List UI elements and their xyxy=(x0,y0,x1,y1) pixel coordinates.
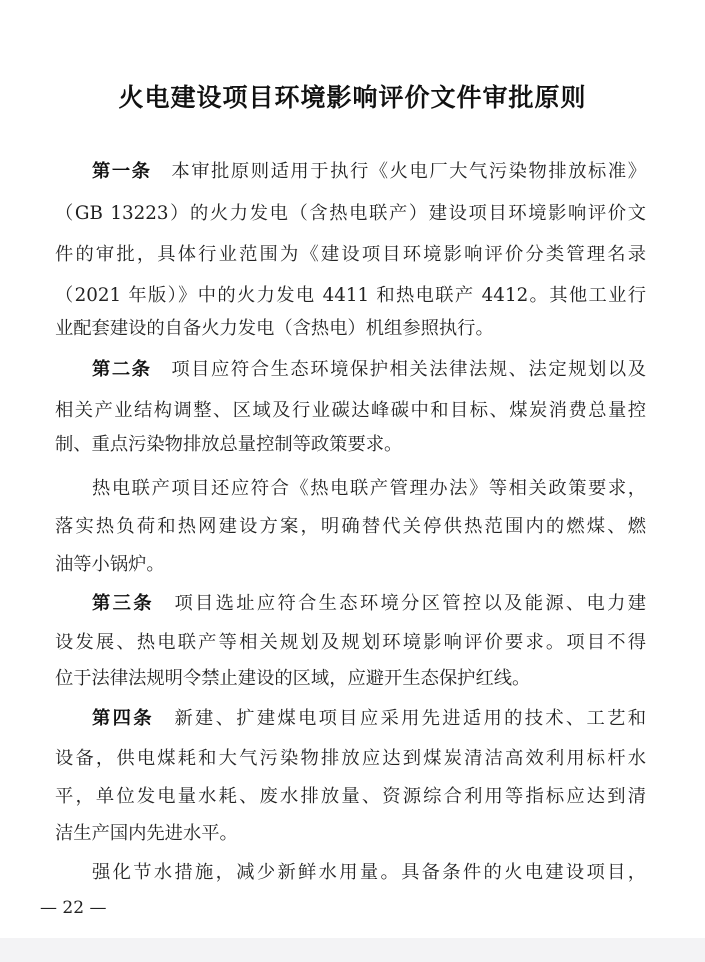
article-2-line-1 xyxy=(55,361,646,379)
article-1-line-3: 件的审批，具体行业范围为《建设项目环境影响评价分类管理名录 xyxy=(55,244,646,265)
article-2-heading: 第二条 xyxy=(92,359,152,380)
article-2-line-2: 相关产业结构调整、区域及行业碳达峰碳中和目标、煤炭消费总量控 xyxy=(55,400,646,421)
article-2-line-3: 制、重点污染物排放总量控制等政策要求。 xyxy=(55,434,403,455)
heat-power-line-1: 热电联产项目还应符合《热电联产管理办法》等相关政策要求， xyxy=(92,478,646,499)
article-1-heading: 第一条 xyxy=(92,161,152,182)
article-3-line-3: 位于法律法规明令禁止建设的区域，应避开生态保护红线。 xyxy=(55,668,531,689)
article-3-line-2: 设发展、热电联产等相关规划及规划环境影响评价要求。项目不得 xyxy=(55,632,646,653)
document-title: 火电建设项目环境影响评价文件审批原则 xyxy=(118,83,587,112)
article-4-line-1 xyxy=(55,710,646,728)
page-number: — 22 — xyxy=(40,898,107,918)
article-1-line-1 xyxy=(55,163,646,181)
article-1-text: 本审批原则适用于执行《火电厂大气污染物排放标准》 xyxy=(171,161,647,182)
article-4-line-3: 平，单位发电量水耗、废水排放量、资源综合利用等指标应达到清 xyxy=(55,786,646,807)
water-saving-line-1: 强化节水措施，减少新鲜水用量。具备条件的火电建设项目， xyxy=(92,862,646,883)
article-4-text: 新建、扩建煤电项目应采用先进适用的技术、工艺和 xyxy=(174,708,647,729)
article-3-heading: 第三条 xyxy=(92,593,154,614)
article-2-text: 项目应符合生态环境保护相关法律法规、法定规划以及 xyxy=(171,359,647,380)
article-4-line-4: 洁生产国内先进水平。 xyxy=(55,823,238,844)
article-1-line-2: （GB 13223）的火力发电（含热电联产）建设项目环境影响评价文 xyxy=(55,203,646,224)
article-4-heading: 第四条 xyxy=(92,708,154,729)
article-4-line-2: 设备，供电煤耗和大气污染物排放应达到煤炭清洁高效利用标杆水 xyxy=(55,748,646,769)
article-3-text: 项目选址应符合生态环境分区管控以及能源、电力建 xyxy=(174,593,647,614)
article-1-line-5: 业配套建设的自备火力发电（含热电）机组参照执行。 xyxy=(55,318,494,339)
article-1-line-4: （2021 年版）》中的火力发电 4411 和热电联产 4412。其他工业行 xyxy=(55,285,646,306)
heat-power-line-3: 油等小锅炉。 xyxy=(55,554,165,575)
heat-power-line-2: 落实热负荷和热网建设方案，明确替代关停供热范围内的燃煤、燃 xyxy=(55,516,646,537)
article-3-line-1 xyxy=(55,595,646,613)
